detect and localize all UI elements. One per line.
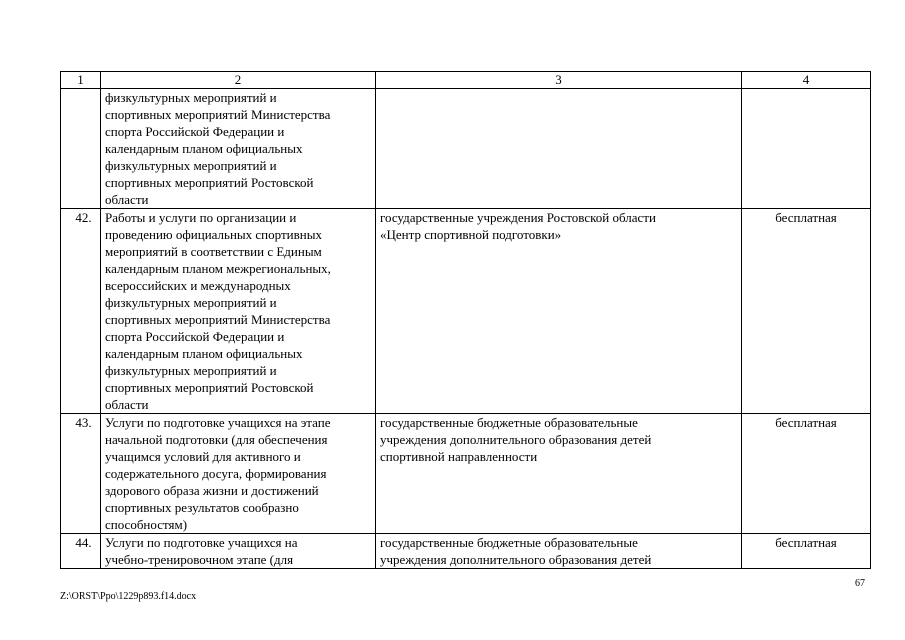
price-type: бесплатная (742, 209, 871, 414)
price-type: бесплатная (742, 534, 871, 569)
table-row (61, 209, 871, 414)
table-row (61, 89, 871, 209)
services-table (60, 71, 871, 569)
column-header-1: 1 (61, 72, 101, 89)
table-header-row (61, 72, 871, 89)
provider-description: государственные бюджетные образовательные учреждения дополнительного образования детей (376, 534, 742, 569)
provider-description (376, 89, 742, 209)
table-row (61, 534, 871, 569)
provider-description: государственные учреждения Ростовской области «Центр спортивной подготовки» (376, 209, 742, 414)
row-number (61, 89, 101, 209)
column-header-2: 2 (101, 72, 376, 89)
provider-description: государственные бюджетные образовательные учреждения дополнительного образования детей спортивной направленности (376, 414, 742, 534)
page-number: 67 (855, 578, 865, 589)
service-description: физкультурных мероприятий и спортивных мероприятий Министерства спорта Российской Федерации и календарным планом официальных физкультурных мероприятий и спортивных мероприятий Ростовской области (101, 89, 376, 209)
service-description: Услуги по подготовке учащихся на этапе начальной подготовки (для обеспечения учащимся условий для активного и содержательного досуга, формирования здорового образа жизни и достижений спортивных результатов сообразно способностям) (101, 414, 376, 534)
row-number: 43. (61, 414, 101, 534)
row-number: 42. (61, 209, 101, 414)
row-number: 44. (61, 534, 101, 569)
file-path: Z:\ORST\Ppo\1229p893.f14.docx (60, 591, 197, 602)
column-header-3: 3 (376, 72, 742, 89)
service-description: Работы и услуги по организации и проведению официальных спортивных мероприятий в соответствии с Единым календарным планом межрегиональных, всероссийских и международных физкультурных мероприятий и спортивных мероприятий Министерства спорта Российской Федерации и календарным планом официальных физкультурных мероприятий и спортивных мероприятий Ростовской области (101, 209, 376, 414)
table-row (61, 414, 871, 534)
price-type (742, 89, 871, 209)
column-header-4: 4 (742, 72, 871, 89)
price-type: бесплатная (742, 414, 871, 534)
service-description: Услуги по подготовке учащихся на учебно-тренировочном этапе (для (101, 534, 376, 569)
